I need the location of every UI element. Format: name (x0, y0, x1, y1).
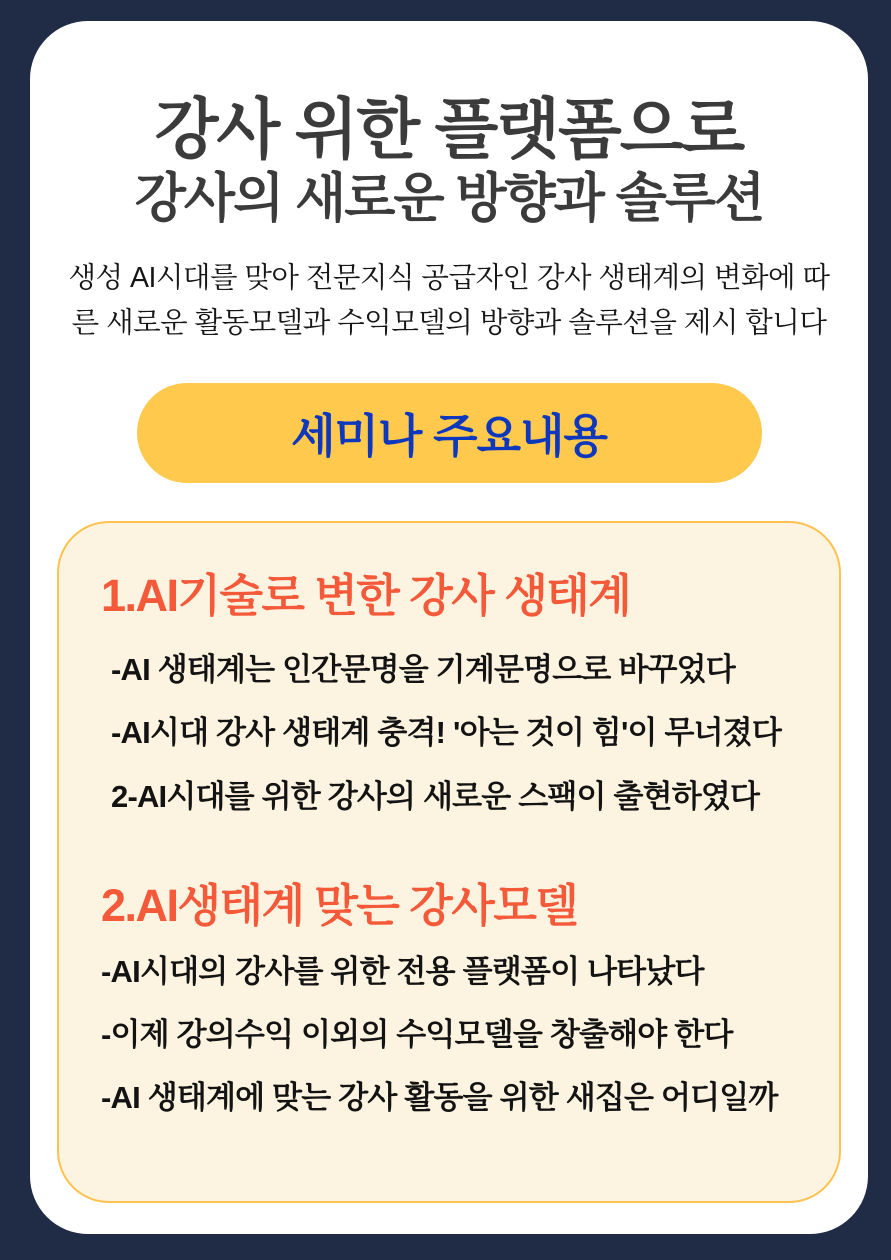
subtitle (30, 256, 868, 347)
poster-card (30, 21, 868, 1234)
seminar-contents-button[interactable]: 세미나 주요내용 (137, 383, 762, 483)
section-lecturer-model (101, 869, 815, 1119)
section-2-item-3: -AI 생태계에 맞는 강사 활동을 위한 새집은 어디일까 (101, 1080, 778, 1116)
section-ai-ecosystem (101, 559, 815, 817)
subtitle-line2: 른 새로운 활동모델과 수익모델의 방향과 솔루션을 제시 합니다 (71, 307, 827, 340)
section-2-item-2: -이제 강의수익 이외의 수익모델을 창출해야 한다 (101, 1017, 733, 1053)
page-title-line2: 강사의 새로운 방향과 솔루션 (134, 168, 764, 228)
page-title-line1: 강사 위한 플랫폼으로 (154, 92, 744, 166)
section-1-heading: 1.AI기술로 변한 강사 생태계 (101, 570, 631, 621)
section-1-item-2: -AI시대 강사 생태계 충격! '아는 것이 힘'이 무너졌다 (111, 715, 782, 751)
section-1-item-3: 2-AI시대를 위한 강사의 새로운 스팩이 출현하였다 (111, 778, 760, 814)
section-1-item-1: -AI 생태계는 인간문명을 기계문명으로 바꾸었다 (111, 652, 735, 687)
seminar-content-panel (57, 521, 841, 1203)
section-2-item-1: -AI시대의 강사를 위한 전용 플랫폼이 나타났다 (101, 953, 704, 989)
section-2-heading: 2.AI생태계 맞는 강사모델 (101, 879, 578, 931)
subtitle-line1: 생성 AI시대를 맞아 전문지식 공급자인 강사 생태계의 변화에 따 (68, 261, 830, 294)
